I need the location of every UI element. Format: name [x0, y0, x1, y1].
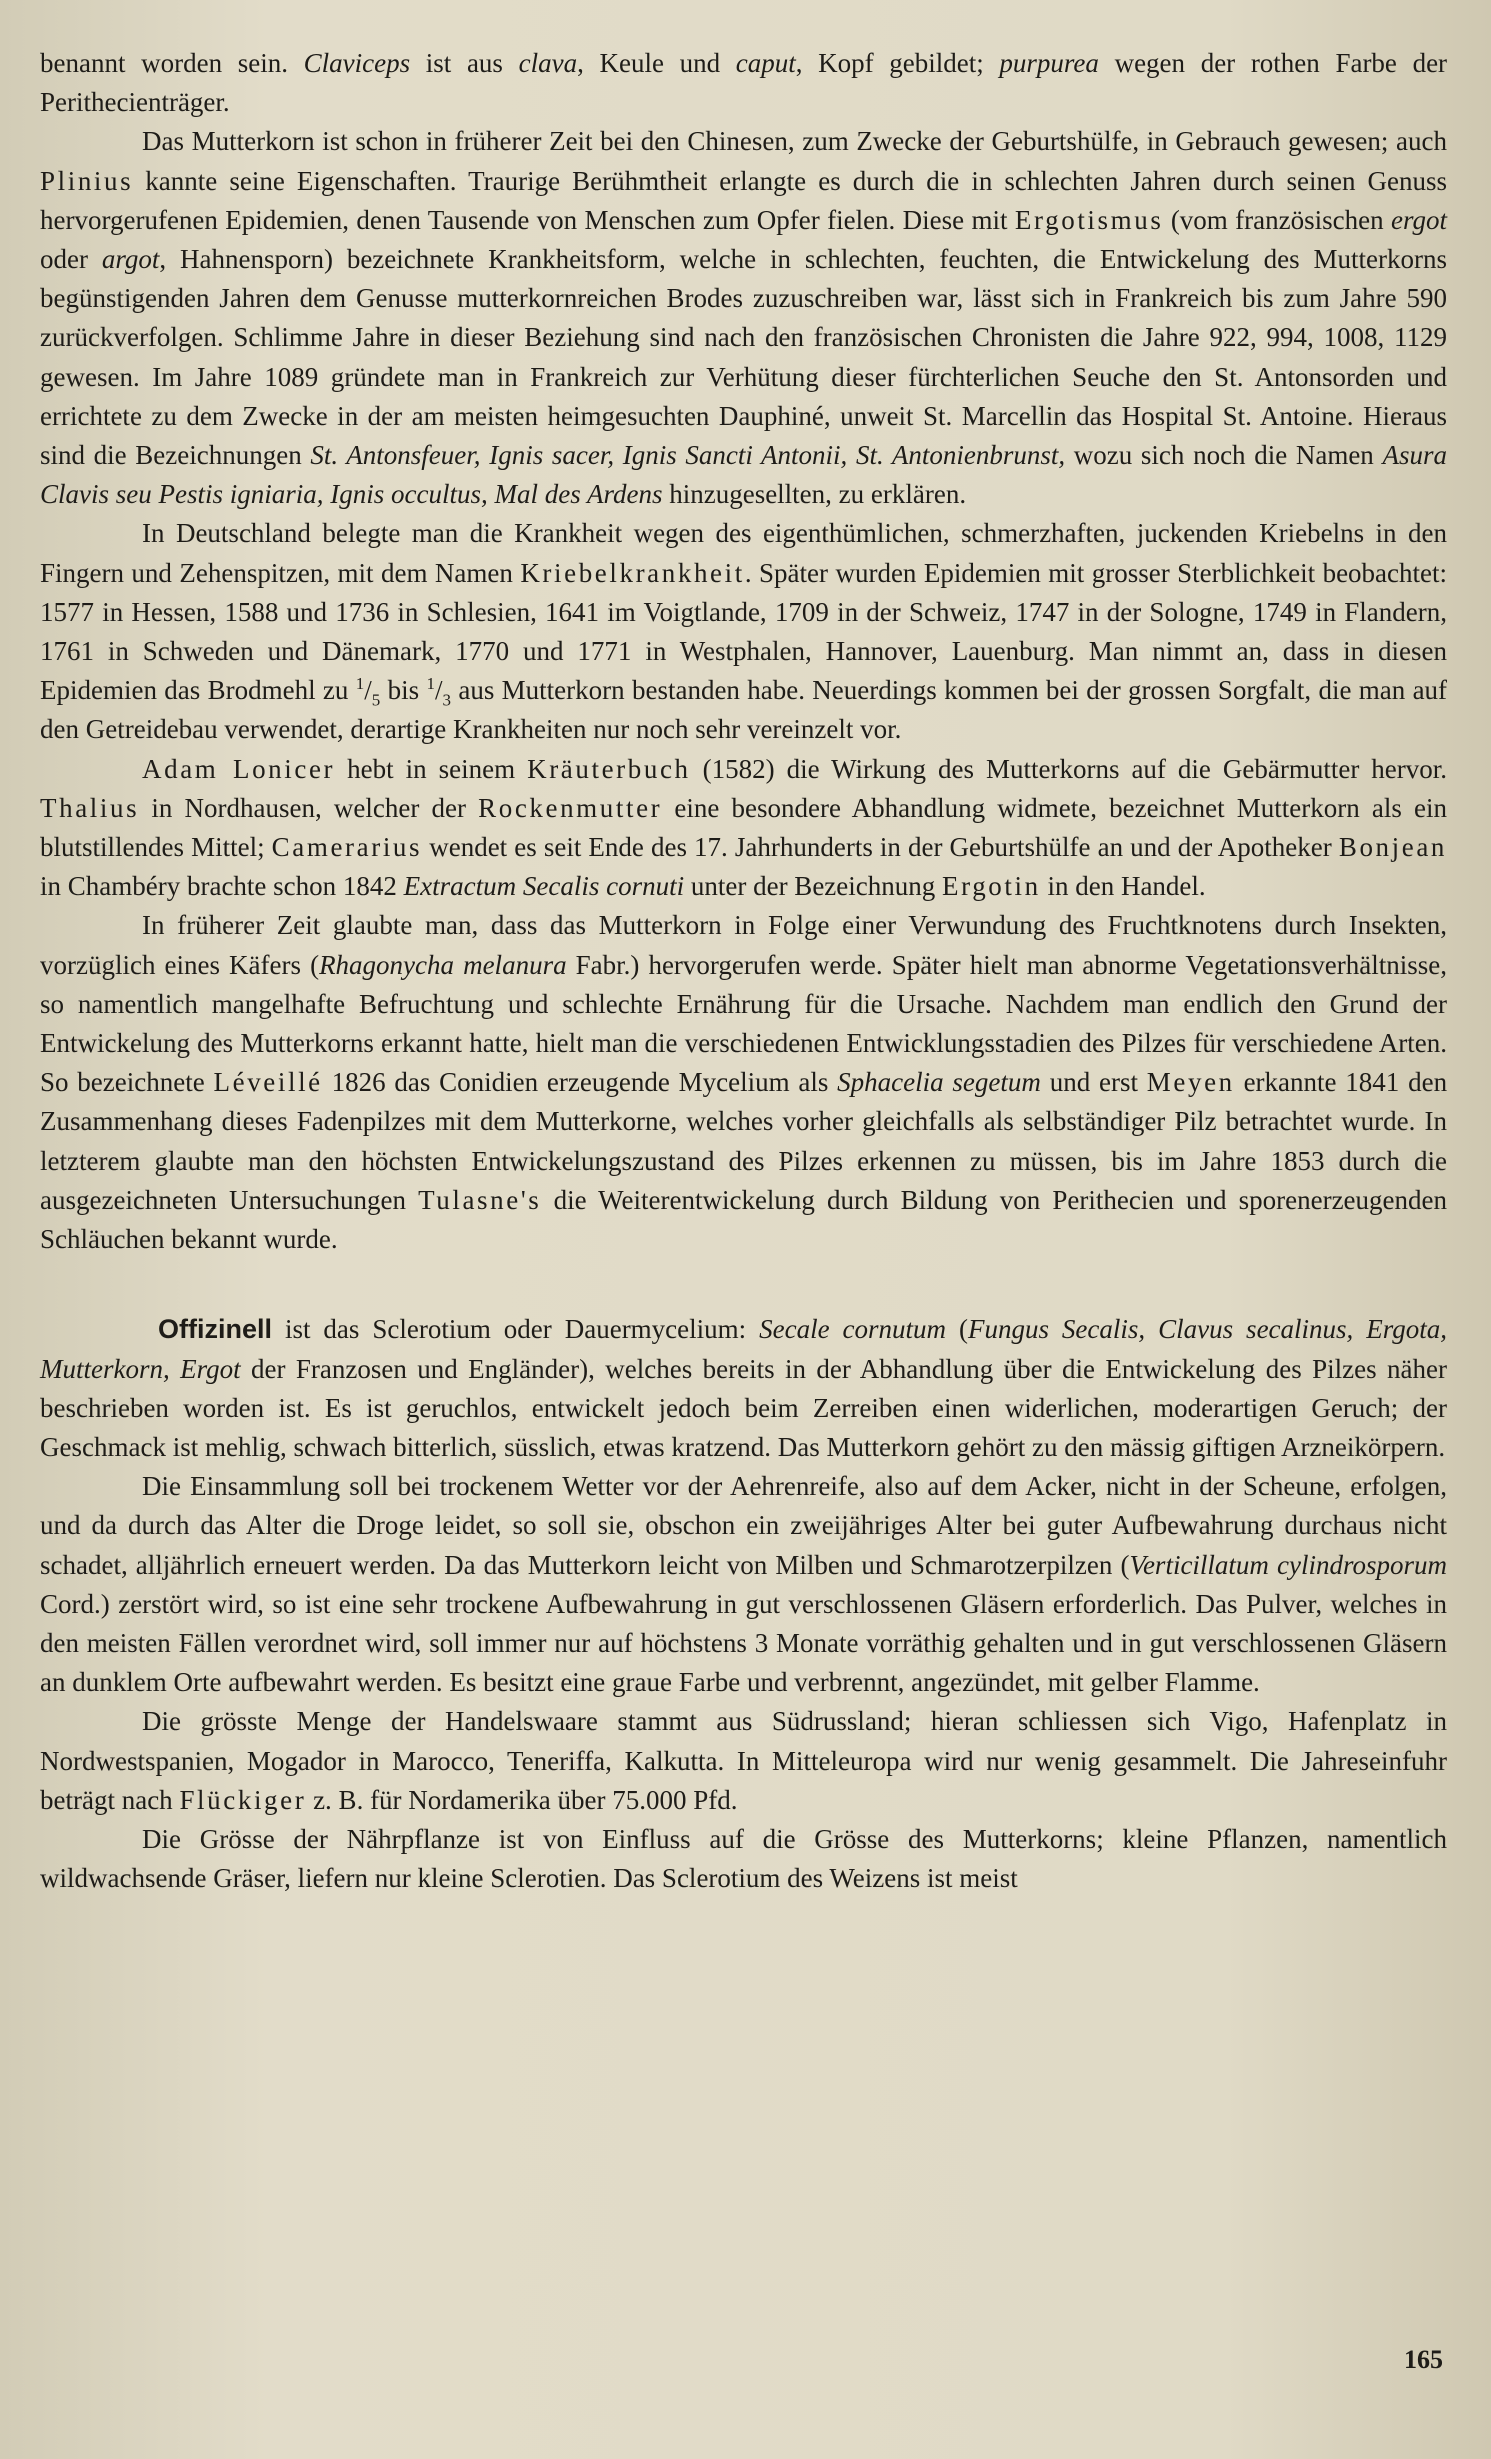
text: . Später wurden Epidemien mit grosser Sterblichkeit beobachtet: 1577 in Hessen, 1588 und 1736 in Schlesien, 1641 im Voigtlande, 1709 in der Schweiz, 1747 in der Sologne, 1749 in Flandern, 1761 in Schweden und Dänemark, 1770 und 1771 in Westphalen, Hannover, Lauenburg. Man nimmt an, dass in diesen Epidemien das Brodmehl zu — [40, 557, 1448, 706]
person-name: Camerarius — [271, 832, 423, 863]
term-italic: clava — [518, 48, 578, 78]
fraction-denominator: 5 — [371, 690, 381, 710]
fraction-one-fifth: $^1/_5$ — [355, 674, 381, 710]
text: In früherer Zeit glaubte man, dass das Mutterkorn in Folge einer Verwundung des Fruchtknotens durch Insekten, vorzüglich eines Käfers ( — [40, 910, 1447, 980]
paragraph-trade — [40, 1702, 1447, 1820]
fraction-denominator: 3 — [442, 690, 451, 710]
term-spaced: Kriebelkrankheit — [520, 557, 745, 588]
text: Die Grösse der Nährpflanze ist von Einfluss auf die Grösse des Mutterkorns; kleine Pflanzen, namentlich wildwachsende Gräser, liefern nur kleine Sclerotien. Das Sclerotium des Weizens ist meist — [40, 1823, 1447, 1894]
text: In Deutschland belegte man die Krankheit wegen des eigenthümlichen, schmerzhaften, juckenden Kriebelns in den Fingern und Zehenspitzen, mit dem Namen — [40, 518, 1447, 588]
text: benannt worden sein. — [40, 48, 288, 78]
fraction-numerator: 1 — [426, 674, 435, 694]
page-number: 165 — [1404, 2345, 1443, 2374]
text: Das Mutterkorn ist schon in früherer Zeit bei den Chinesen, zum Zwecke der Geburtshülfe, in Gebrauch gewesen; auch — [142, 126, 1447, 157]
person-name: Bonjean — [1338, 832, 1448, 863]
text: in Chambéry brachte schon 1842 — [40, 871, 397, 902]
text: Cord.) zerstört wird, so ist eine sehr trockene Aufbewahrung in gut verschlossenen Gläsern erforderlich. Das Pulver, welches in den meisten Fällen verordnet wird, soll immer nur auf höchstens 3 Monate vorräthig gehalten und in gut verschlossenen Gläsern an dunklem Orte aufbewahrt werden. Es besitzt eine graue Farbe und verbrennt, angezündet, mit gelber Flamme. — [40, 1588, 1447, 1698]
term-italic: Asura Clavis seu Pestis igniaria, Ignis occultus, Mal des Ardens — [40, 440, 1447, 510]
text: kannte seine Eigenschaften. Traurige Berühmtheit erlangte es durch die in schlechten Jahren durch seinen Genuss hervorgerufenen Epidemien, denen Tausende von Menschen zum Opfer fielen. Diese mit — [40, 165, 1447, 235]
text: Die Einsammlung soll bei trockenem Wetter vor der Aehrenreife, also auf dem Acker, nicht in der Scheune, erfolgen, und da durch das Alter die Droge leidet, so soll sie, obschon ein zweijähriges Alter bei guter Aufbewahrung durchaus nicht schadet, alljährlich erneuert werden. Da das Mutterkorn leicht von Milben und Schmarotzerpilzen ( — [40, 1471, 1447, 1580]
text: die Weiterentwickelung durch Bildung von Perithecien und sporenerzeugenden Schläuchen bekannt wurde. — [40, 1184, 1448, 1255]
text: erkannte 1841 den Zusammenhang dieses Fadenpilzes mit dem Mutterkorne, welches vorher gleichfalls als selbständiger Pilz betrachtet wurde. In letzterem glaubte man den höchsten Entwickelungszustand des Pilzes erkennen zu müssen, bis im Jahre 1853 durch die ausgezeichneten Untersuchungen — [40, 1067, 1448, 1215]
text: unter der Bezeichnung — [690, 871, 936, 902]
term-italic: caput — [735, 48, 796, 78]
paragraph-epidemics — [40, 514, 1447, 749]
text: eine besondere Abhandlung widmete, bezeichnet Mutterkorn als ein blutstillendes Mittel; — [40, 792, 1448, 863]
term-spaced: Kräuterbuch — [527, 753, 691, 784]
person-name: Tulasne's — [418, 1184, 542, 1215]
text: , Hahnensporn) bezeichnete Krankheitsform, welche in schlechten, feuchten, die Entwickelung des Mutterkorns begünstigenden Jahren dem Genusse mutterkornreichen Brodes zuzuschreiben war, lässt sich in Frankreich bis zum Jahre 590 zurückverfolgen. Schlimme Jahre in dieser Beziehung sind nach den französischen Chronisten die Jahre 922, 994, 1008, 1129 gewesen. Im Jahre 1089 gründete man in Frankreich zur Verhütung dieser fürchterlichen Seuche den St. Antonsorden und errichtete zu dem Zwecke in der am meisten heimgesuchten Dauphiné, unweit St. Marcellin das Hospital St. Antoine. Hieraus sind die Bezeichnungen — [40, 244, 1447, 471]
person-name: Léveillé — [213, 1067, 323, 1098]
text: bis — [387, 675, 420, 706]
section-heading: Offizinell — [158, 1314, 272, 1345]
text: (vom französischen — [1170, 204, 1384, 235]
text: der Franzosen und Engländer), welches bereits in der Abhandlung über die Entwickelung des Pilzes näher beschrieben worden ist. Es ist geruchlos, entwickelt jedoch beim Zerreiben einen widerlichen, moderartigen Geruch; der Geschmack ist mehlig, schwach bitterlich, süsslich, etwas kratzend. Das Mutterkorn gehört zu den mässig giftigen Arzneikörpern. — [40, 1353, 1447, 1462]
text: (1582) die Wirkung des Mutterkorns auf die Gebärmutter hervor. — [702, 753, 1448, 784]
paragraph-size — [40, 1820, 1447, 1898]
text: oder — [40, 244, 88, 275]
term-italic: Claviceps — [303, 48, 411, 78]
text: Fabr.) hervorgerufen werde. Später hielt man abnorme Vegetationsverhältnisse, so namentlich mangelhafte Befruchtung und schlechte Ernährung für die Ursache. Nachdem man endlich den Grund der Entwickelung des Mutterkorns erkannt hatte, hielt man die verschiedenen Entwicklungsstadien des Pilzes für verschiedene Arten. So bezeichnete — [40, 949, 1448, 1098]
paragraph-etymology — [40, 44, 1447, 122]
term-italic: Extractum Secalis cornuti — [403, 871, 685, 902]
text: aus Mutterkorn bestanden habe. Neuerdings kommen bei der grossen Sorgfalt, die man auf den Getreidebau verwendet, derartige Krankheiten nur noch sehr vereinzelt vor. — [40, 675, 1448, 745]
term-italic: ergot — [1391, 204, 1447, 235]
term-italic: Rhagonycha melanura — [319, 949, 567, 980]
text: ( — [958, 1314, 968, 1345]
term-italic: purpurea — [999, 48, 1099, 78]
text: wegen der rothen Farbe der Perithecienträger. — [40, 48, 1448, 118]
fraction-numerator: 1 — [355, 674, 365, 694]
term-spaced: Ergotin — [942, 871, 1041, 902]
text: wendet es seit Ende des 17. Jahrhunderts in der Geburtshülfe an und der Apotheker — [429, 832, 1332, 863]
person-name: Thalius — [40, 792, 140, 823]
paragraph-collection — [40, 1467, 1447, 1702]
term-italic: Secale cornutum — [759, 1314, 947, 1345]
text: in Nordhausen, welcher der — [151, 792, 466, 823]
text: wozu sich noch die Namen — [1073, 440, 1374, 471]
text: z. B. für Nordamerika über 75.000 Pfd. — [313, 1784, 738, 1815]
person-name: Meyen — [1146, 1067, 1235, 1098]
term-italic: Fungus Secalis, Clavus secalinus, Ergota, Mutterkorn, Ergot — [40, 1314, 1447, 1384]
paragraph-offizinell — [40, 1310, 1447, 1467]
text: Die grösste Menge der Handelswaare stammt aus Südrussland; hieran schliessen sich Vigo, Hafenplatz in Nordwestspanien, Mogador in Marocco, Teneriffa, Kalkutta. In Mitteleuropa wird nur wenig gesammelt. Die Jahreseinfuhr beträgt nach — [40, 1706, 1447, 1815]
term-spaced: Ergotismus — [1014, 204, 1164, 235]
text: , Keule und — [577, 48, 721, 78]
term-italic: Verticillatum cylindrosporum — [1129, 1549, 1447, 1580]
person-name: Adam Lonicer — [142, 753, 336, 784]
paragraph-lonicer — [40, 750, 1447, 907]
text: ist das Sclerotium oder Dauermycelium: — [284, 1314, 747, 1345]
term-spaced: Rockenmutter — [478, 792, 663, 823]
text: und erst — [1049, 1067, 1138, 1098]
term-italic: St. Antonsfeuer, Ignis sacer, Ignis Sancti Antonii, St. Antonienbrunst, — [310, 440, 1066, 471]
text: 1826 das Conidien erzeugende Mycelium als — [331, 1067, 829, 1098]
paragraph-origin-theories — [40, 906, 1447, 1259]
text: hinzugesellten, zu erklären. — [669, 479, 967, 510]
text: hebt in seinem — [347, 753, 516, 784]
text: , Kopf gebildet; — [795, 48, 984, 78]
text: ist aus — [425, 48, 503, 78]
fraction-one-third: $^1/_3$ — [426, 674, 451, 710]
person-name: Flückiger — [179, 1784, 307, 1815]
term-italic: Sphacelia segetum — [837, 1067, 1041, 1098]
term-italic: argot — [101, 244, 160, 275]
text: in den Handel. — [1047, 871, 1206, 902]
paragraph-history — [40, 122, 1447, 514]
person-name: Plinius — [40, 165, 134, 196]
